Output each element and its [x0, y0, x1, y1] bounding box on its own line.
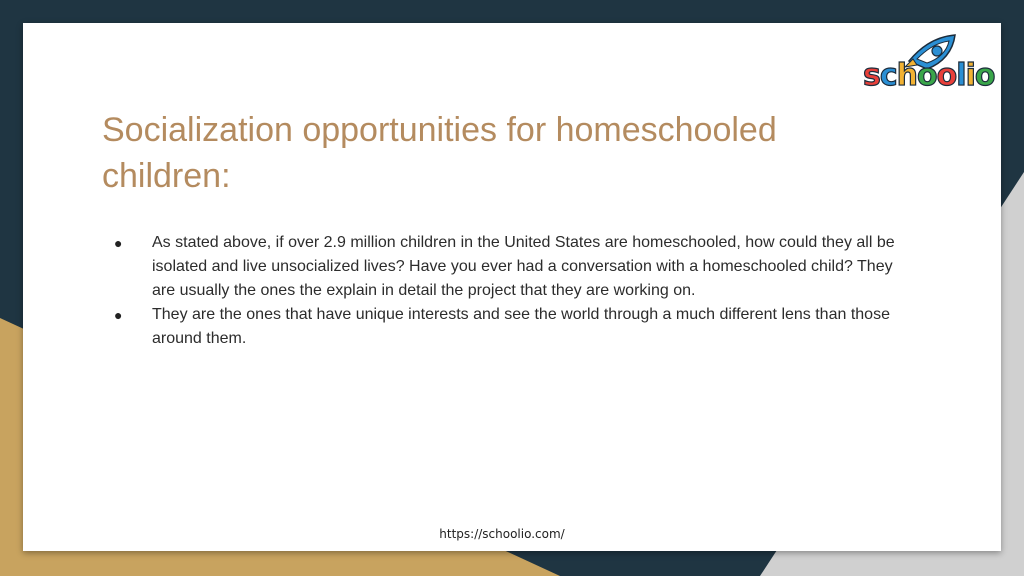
logo-wordmark [863, 59, 994, 93]
bullet-list [102, 231, 902, 351]
slide-title: Socialization opportunities for homeschooled children: [102, 111, 777, 195]
bullet-text: They are the ones that have unique interests and see the world through a much different lens than those around them. [152, 306, 890, 347]
bullet-icon: ● [114, 307, 123, 323]
slide [23, 23, 1001, 551]
logo-letter: c [879, 58, 897, 93]
logo-letter: o [936, 58, 957, 93]
bullet-text: As stated above, if over 2.9 million children in the United States are homeschooled, how could they all be isolated and live unsocialized lives? Have you ever had a conversation with a homeschooled child? They are usually the ones the explain in detail the project that they are working on. [152, 234, 895, 299]
logo-letter: o [917, 58, 937, 93]
schoolio-logo [861, 31, 995, 95]
logo-letter: s [863, 58, 880, 93]
list-item [102, 231, 902, 303]
bullet-icon: ● [114, 235, 123, 251]
logo-letter: h [896, 58, 918, 93]
list-item [102, 303, 902, 351]
logo-letter: o [974, 58, 995, 93]
footer-url: https://schoolio.com/ [439, 527, 565, 541]
logo-letter: l [956, 58, 966, 93]
logo-letter: i [965, 58, 975, 93]
